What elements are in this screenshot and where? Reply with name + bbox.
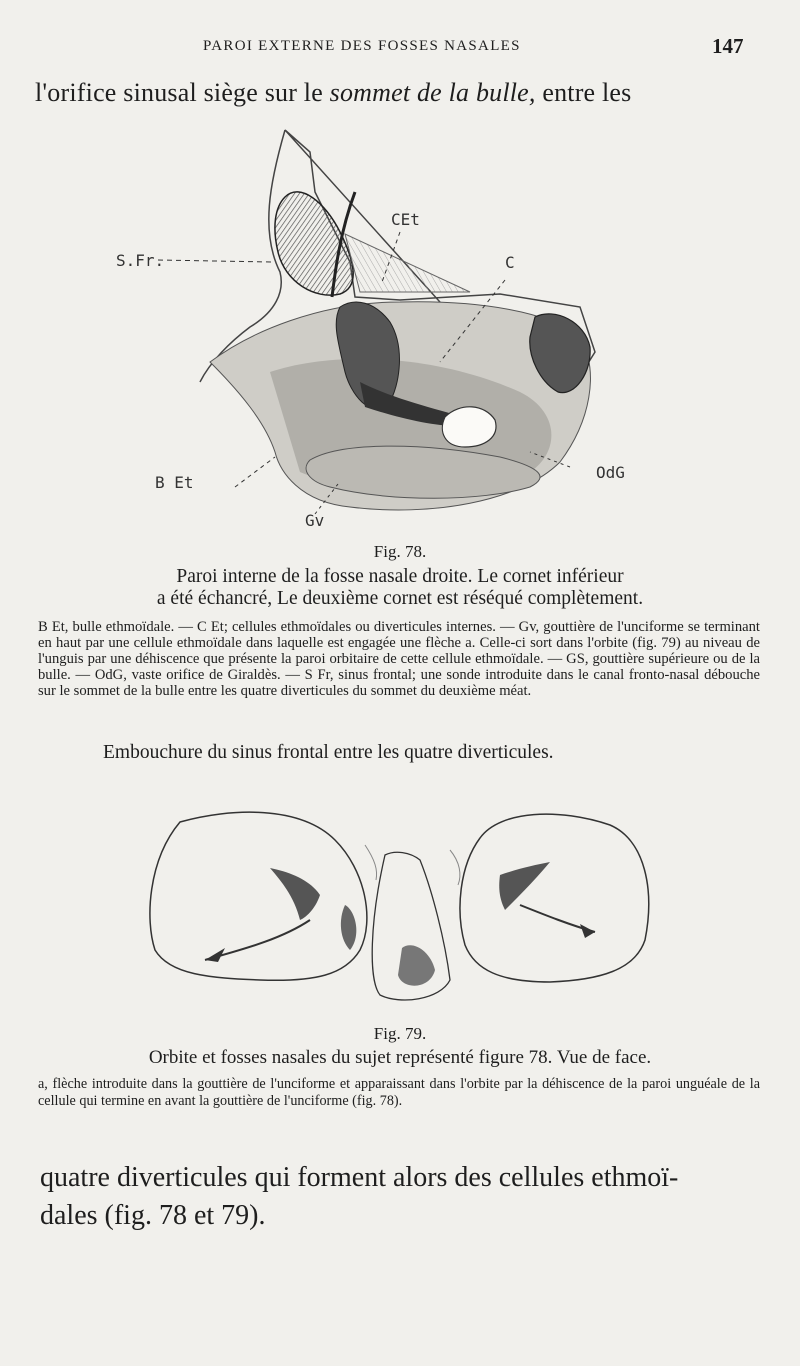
figure-78-description bbox=[0, 566, 800, 610]
running-title: PAROI EXTERNE DES FOSSES NASALES bbox=[203, 38, 521, 54]
body-text-segment: entre les bbox=[535, 78, 632, 107]
figure-79-caption: Fig. 79. bbox=[373, 1024, 427, 1043]
label-gv: Gv bbox=[305, 511, 325, 530]
page-number: 147 bbox=[712, 34, 744, 58]
section-subheading: Embouchure du sinus frontal entre les quatre diverticules. bbox=[103, 742, 554, 763]
label-c: C bbox=[505, 253, 515, 272]
body-text-segment: l'orifice sinusal siège sur le bbox=[35, 78, 330, 107]
figure-78-illustration bbox=[100, 122, 680, 532]
label-sfr: S.Fr. bbox=[116, 251, 165, 270]
label-bet: B Et bbox=[155, 473, 194, 492]
body-text-line: quatre diverticules qui forment alors des cellules ethmoï- bbox=[40, 1162, 679, 1193]
figure-79-illustration bbox=[140, 800, 660, 1030]
body-text-line-1 bbox=[35, 78, 631, 108]
label-odg: OdG bbox=[596, 463, 625, 482]
figure-79-description: Orbite et fosses nasales du sujet représenté figure 78. Vue de face. bbox=[148, 1047, 652, 1068]
figure-78-legend: B Et, bulle ethmoïdale. — C Et; cellules ethmoïdales ou diverticules internes. — Gv, gouttière de l'unciforme se terminant en haut par une cellule ethmoïdale dans laquelle est engagée une flèche a. Celle-ci sort dans l'orbite (fig. 79) au niveau de l'unguis par une déhiscence que présente la paroi orbitaire de cette cellule ethmoïdale. — GS, gouttière supérieure ou de la bulle. — OdG, vaste orifice de Giraldès. — S Fr, sinus frontal; une sonde introduite dans le canal fronto-nasal débouche sur le sommet de la bulle entre les quatre diverticules du sommet du deuxième méat. bbox=[38, 619, 760, 699]
body-text-line: dales (fig. 78 et 79). bbox=[40, 1200, 266, 1231]
figure-78-description-line: Paroi interne de la fosse nasale droite. Le cornet inférieur bbox=[176, 566, 624, 587]
label-cet: CEt bbox=[391, 210, 420, 229]
page-header bbox=[0, 34, 800, 64]
figure-79-legend: a, flèche introduite dans la gouttière de l'unciforme et apparaissant dans l'orbite par la déhiscence de la paroi unguéale de la cellule qui termine en avant la gouttière de l'unciforme (fig. 78). bbox=[38, 1076, 760, 1109]
body-text-italic: sommet de la bulle, bbox=[329, 78, 536, 107]
figure-78-caption: Fig. 78. bbox=[373, 542, 427, 561]
figure-78-description-line: a été échancré, Le deuxième cornet est réséqué complètement. bbox=[156, 588, 644, 609]
